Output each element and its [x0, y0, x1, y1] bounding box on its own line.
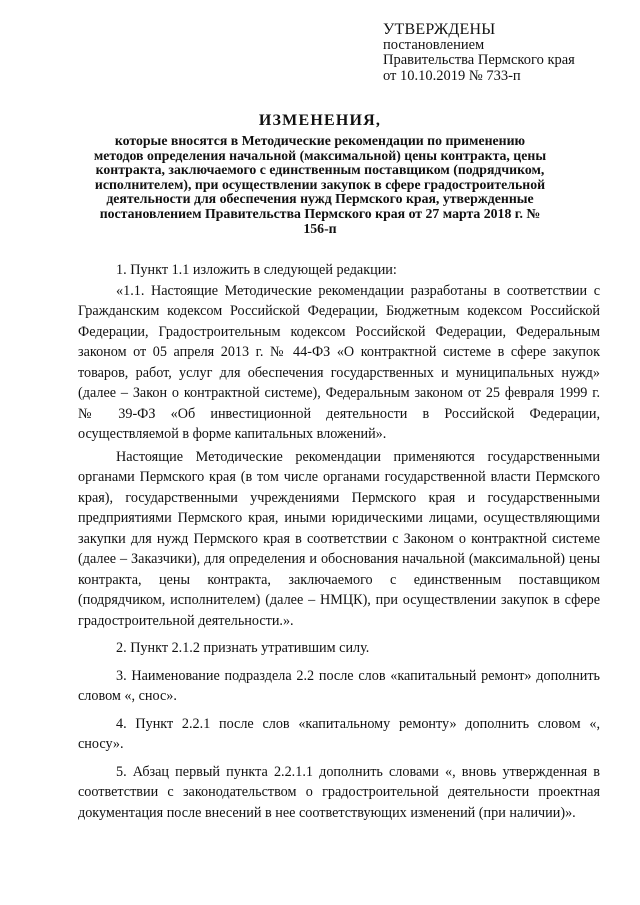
paragraph-7: 5. Абзац первый пункта 2.2.1.1 дополнить словами «, вновь утвержденная в соответствии с законодательством о градостроительной деятельности проектная документация после внесений в нее соответствующих изменений (при наличии)».	[78, 763, 600, 821]
paragraph-4: 2. Пункт 2.1.2 признать утратившим силу.	[116, 640, 370, 656]
document-subtitle: которые вносятся в Методические рекомендации по применению методов определения начальной (максимальной) цены контракта, цены контракта, заключаемого с единственным поставщиком (подрядчиком, исполнителем), при осуществлении закупок в сфере градостроительной деятельности для обеспечения нужд Пермского края, утвержденные постановлением Правительства Пермского края от 27 марта 2018 г. № 156-п	[93, 133, 547, 236]
approval-stamp	[383, 22, 613, 84]
paragraph-5: 3. Наименование подраздела 2.2 после слов «капитальный ремонт» дополнить словом «, снос».	[78, 667, 600, 704]
paragraph-6: 4. Пункт 2.2.1 после слов «капитальному ремонту» дополнить словом «, сносу».	[78, 715, 600, 752]
approval-heading: УТВЕРЖДЕНЫ	[383, 21, 496, 38]
approval-date-line: от 10.10.2019 № 733-п	[383, 67, 521, 84]
paragraph-2: «1.1. Настоящие Методические рекомендации разработаны в соответствии с Гражданским кодексом Российской Федерации, Бюджетным кодексом Российской Федерации, Градостроительным кодексом Российской Федерации, Федеральным законом от 05 апреля 2013 г. № 44-ФЗ «О контрактной системе в сфере закупок товаров, работ, услуг для обеспечения государственных и муниципальных нужд» (далее – Закон о контрактной системе), Федеральным законом от 25 февраля 1999 г. № 39-ФЗ «Об инвестиционной деятельности в Российской Федерации, осуществляемой в форме капитальных вложений».	[78, 282, 600, 442]
approval-line: постановлением	[383, 36, 485, 53]
document-title: ИЗМЕНЕНИЯ,	[258, 112, 382, 129]
document-body	[78, 260, 600, 823]
paragraph-3: Настоящие Методические рекомендации применяются государственными органами Пермского края (в том числе органами государственной власти Пермского края), государственными учреждениями Пермского края и государственными предприятиями Пермского края, иными юридическими лицами, осуществляющими закупки для нужд Пермского края в соответствии с Законом о контрактной системе (далее – Заказчики), для определения и обоснования начальной (максимальной) цены контракта, цены контракта, заключаемого с единственным поставщиком (подрядчиком, исполнителем) (далее – НМЦК), при осуществлении закупок в сфере градостроительной деятельности.».	[78, 448, 600, 629]
approval-line: Правительства Пермского края	[383, 52, 575, 68]
paragraph-1: 1. Пункт 1.1 изложить в следующей редакции:	[116, 262, 397, 278]
